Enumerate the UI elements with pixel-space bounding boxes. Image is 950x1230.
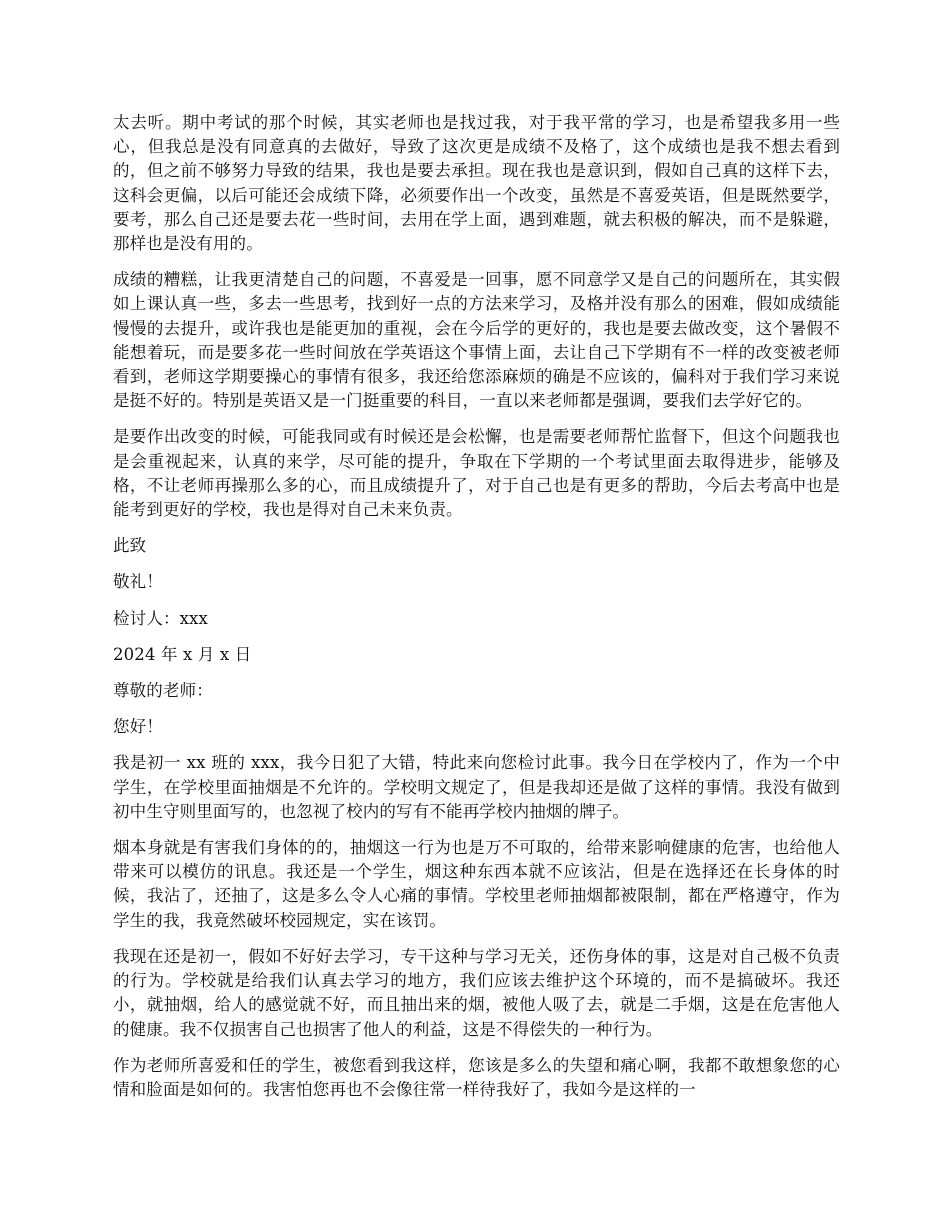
closing-line: 此致 [113, 536, 147, 556]
paragraph: 成绩的糟糕，让我更清楚自己的问题，不喜爱是一回事，愿不同意学又是自己的问题所在，其实假如上课认真一些，多去一些思考，找到好一点的方法来学习，及格并没有那么的困难，假如成绩能慢慢的去提升，或许我也是能更加的重视，会在今后学的更好的，我也是要去做改变，这个暑假不能想着玩，而是要多花一些时间放在学英语这个事情上面，去让自己下学期有不一样的改变被老师看到，老师这学期要操心的事情有很多，我还给您添麻烦的确是不应该的，偏科对于我们学习来说是挺不好的。特别是英语又是一门挺重要的科目，一直以来老师都是强调，要我们去学好它的。 [113, 270, 840, 411]
paragraph: 我是初一 xx 班的 xxx，我今日犯了大错，特此来向您检讨此事。我今日在学校内了，作为一个中学生，在学校里面抽烟是不允许的。学校明文规定了，但是我却还是做了这样的事情。我没有做到初中生守则里面写的，也忽视了校内的写有不能再学校内抽烟的牌子。 [113, 753, 840, 821]
paragraph: 我现在还是初一，假如不好好去学习，专干这种与学习无关，还伤身体的事，这是对自己极不负责的行为。学校就是给我们认真去学习的地方，我们应该去维护这个环境的，而不是搞破坏。我还小，就抽烟，给人的感觉就不好，而且抽出来的烟，被他人吸了去，就是二手烟，这是在危害他人的健康。我不仅损害自己也损害了他人的利益，这是不得偿失的一种行为。 [113, 946, 840, 1039]
hello-line: 您好！ [113, 717, 163, 737]
greeting-line: 尊敬的老师： [113, 681, 213, 701]
signer-line: 检讨人：xxx [113, 608, 208, 628]
paragraph: 是要作出改变的时候，可能我同或有时候还是会松懈，也是需要老师帮忙监督下，但这个问题我也是会重视起来，认真的来学，尽可能的提升，争取在下学期的一个考试里面去取得进步，能够及格，不让老师再操那么多的心，而且成绩提升了，对于自己也是有更多的帮助，今后去考高中也是能考到更好的学校，我也是得对自己未来负责。 [113, 427, 840, 520]
salute-line: 敬礼！ [113, 572, 163, 592]
paragraph: 烟本身就是有害我们身体的的，抽烟这一行为也是万不可取的，给带来影响健康的危害，也给他人带来可以模仿的讯息。我还是一个学生，烟这种东西本就不应该沾，但是在选择还在长身体的时候，我沾了，还抽了，这是多么令人心痛的事情。学校里老师抽烟都被限制，都在严格遵守，作为学生的我，我竟然破坏校园规定，实在该罚。 [113, 838, 840, 930]
paragraph: 作为老师所喜爱和任的学生，被您看到我这样，您该是多么的失望和痛心啊，我都不敢想象您的心情和脸面是如何的。我害怕您再也不会像往常一样待我好了，我如今是这样的一 [113, 1055, 840, 1099]
document-page [113, 111, 840, 1114]
date-line: 2024 年 x 月 x 日 [113, 644, 252, 664]
paragraph: 太去听。期中考试的那个时候，其实老师也是找过我，对于我平常的学习，也是希望我多用一些心，但我总是没有同意真的去做好，导致了这次更是成绩不及格了，这个成绩也是我不想去看到的，但之前不够努力导致的结果，我也是要去承担。现在我也是意识到，假如自己真的这样下去，这科会更偏，以后可能还会成绩下降，必须要作出一个改变，虽然是不喜爱英语，但是既然要学，要考，那么自己还是要去花一些时间，去用在学上面，遇到难题，就去积极的解决，而不是躲避，那样也是没有用的。 [113, 113, 840, 254]
